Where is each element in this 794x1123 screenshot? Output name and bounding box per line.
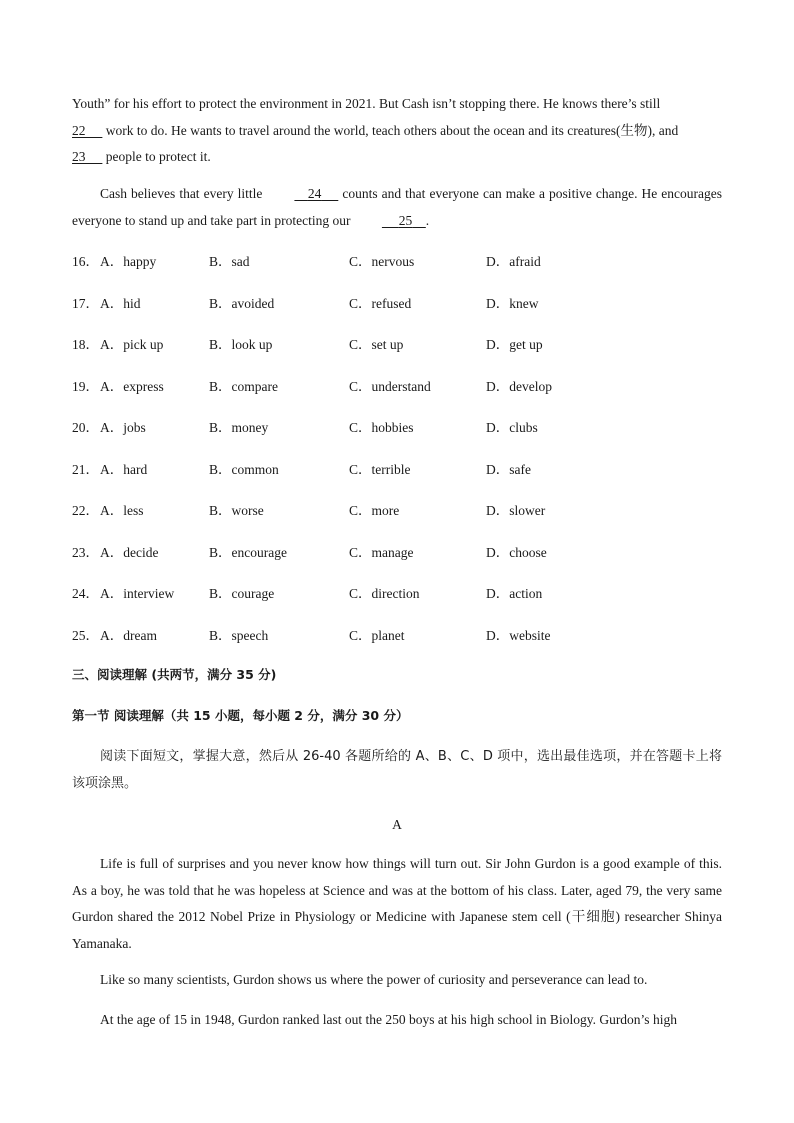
option-d[interactable]: D．knew: [486, 296, 539, 311]
question-number: 16．: [72, 254, 99, 269]
question-20: [72, 416, 722, 436]
option-b[interactable]: B．common: [209, 462, 279, 477]
option-c[interactable]: C．more: [349, 503, 400, 518]
question-19: [72, 375, 722, 395]
passage-paragraph-2: Cash believes that every little 24 counts and that everyone can make a positive change. He encourages everyone to stand up and take part in protecting our 25 .: [72, 181, 722, 234]
question-number: 21．: [72, 462, 99, 477]
question-24: [72, 582, 722, 602]
option-c[interactable]: C．refused: [349, 296, 412, 311]
option-a[interactable]: A．pick up: [100, 337, 164, 352]
option-a[interactable]: A．less: [100, 503, 144, 518]
passage-paragraph-1: [72, 91, 722, 171]
question-number: 24．: [72, 586, 99, 601]
option-c[interactable]: C．set up: [349, 337, 404, 352]
question-17: [72, 292, 722, 312]
option-a[interactable]: A．decide: [100, 545, 159, 560]
section-subtitle: 第一节 阅读理解（共 15 小题，每小题 2 分，满分 30 分）: [72, 708, 409, 723]
option-a[interactable]: A．dream: [100, 628, 157, 643]
option-b[interactable]: B．speech: [209, 628, 269, 643]
option-c[interactable]: C．planet: [349, 628, 405, 643]
option-b[interactable]: B．encourage: [209, 545, 287, 560]
passage-text: counts and that everyone can make a positive change. He encourages everyone to stand up and take part in protecting our: [72, 186, 722, 228]
question-18: [72, 333, 722, 353]
option-d[interactable]: D．choose: [486, 545, 547, 560]
blank-24: 24: [307, 186, 322, 201]
option-c[interactable]: C．hobbies: [349, 420, 414, 435]
option-b[interactable]: B．courage: [209, 586, 275, 601]
option-b[interactable]: B．look up: [209, 337, 273, 352]
question-number: 25．: [72, 628, 99, 643]
option-a[interactable]: A．hid: [100, 296, 141, 311]
option-a[interactable]: A．jobs: [100, 420, 146, 435]
section-title: 三、阅读理解 (共两节，满分 35 分): [72, 667, 277, 682]
question-22: [72, 499, 722, 519]
option-c[interactable]: C．direction: [349, 586, 420, 601]
option-a[interactable]: A．express: [100, 379, 164, 394]
question-number: 20．: [72, 420, 99, 435]
blank-22: 22: [72, 122, 86, 138]
option-c[interactable]: C．understand: [349, 379, 431, 394]
option-c[interactable]: C．terrible: [349, 462, 411, 477]
option-d[interactable]: D．afraid: [486, 254, 541, 269]
option-b[interactable]: B．compare: [209, 379, 278, 394]
option-d[interactable]: D．safe: [486, 462, 531, 477]
option-d[interactable]: D．get up: [486, 337, 543, 352]
blank-25: 25: [398, 212, 413, 228]
passage-text: Youth” for his effort to protect the environment in 2021. But Cash isn’t stopping there. He knows there’s still: [72, 96, 661, 111]
option-d[interactable]: D．slower: [486, 503, 546, 518]
option-d[interactable]: D．action: [486, 586, 543, 601]
passage-text: work to do. He wants to travel around the world, teach others about the ocean and its creatures(生物), and: [102, 122, 679, 138]
passage-text: people to protect it.: [102, 149, 211, 164]
option-b[interactable]: B．sad: [209, 254, 250, 269]
option-a[interactable]: A．happy: [100, 254, 157, 269]
section-instruction: 阅读下面短文，掌握大意，然后从 26-40 各题所给的 A、B、C、D 项中，选出最佳选项，并在答题卡上将该项涂黑。: [72, 749, 722, 791]
passage-text: Cash believes that every little: [100, 186, 267, 201]
passage-a-paragraph-2: Like so many scientists, Gurdon shows us where the power of curiosity and perseverance can lead to.: [100, 972, 648, 987]
option-d[interactable]: D．develop: [486, 379, 552, 394]
option-c[interactable]: C．manage: [349, 545, 414, 560]
option-d[interactable]: D．website: [486, 628, 551, 643]
option-d[interactable]: D．clubs: [486, 420, 538, 435]
option-a[interactable]: A．interview: [100, 586, 175, 601]
option-b[interactable]: B．money: [209, 420, 269, 435]
passage-a-paragraph-1: Life is full of surprises and you never know how things will turn out. Sir John Gurdon is a good example of this. As a boy, he was told that he was hopeless at Science and was at the bottom of his class. Later, aged 79, the very same Gurdon shared the 2012 Nobel Prize in Physiology or Medicine with Japanese stem cell (干细胞) researcher Shinya Yamanaka.: [72, 856, 722, 951]
question-number: 23．: [72, 545, 99, 560]
question-number: 22．: [72, 503, 99, 518]
passage-a-paragraph-3: At the age of 15 in 1948, Gurdon ranked last out the 250 boys at his high school in Biology. Gurdon’s high: [100, 1012, 677, 1027]
question-21: [72, 458, 722, 478]
question-16: [72, 250, 722, 270]
question-number: 17．: [72, 296, 99, 311]
option-b[interactable]: B．avoided: [209, 296, 275, 311]
question-23: [72, 541, 722, 561]
question-number: 19．: [72, 379, 99, 394]
question-number: 18．: [72, 337, 99, 352]
option-c[interactable]: C．nervous: [349, 254, 415, 269]
question-25: [72, 624, 722, 644]
passage-label: A: [392, 817, 402, 832]
option-a[interactable]: A．hard: [100, 462, 148, 477]
option-b[interactable]: B．worse: [209, 503, 264, 518]
blank-23: 23: [72, 149, 86, 164]
